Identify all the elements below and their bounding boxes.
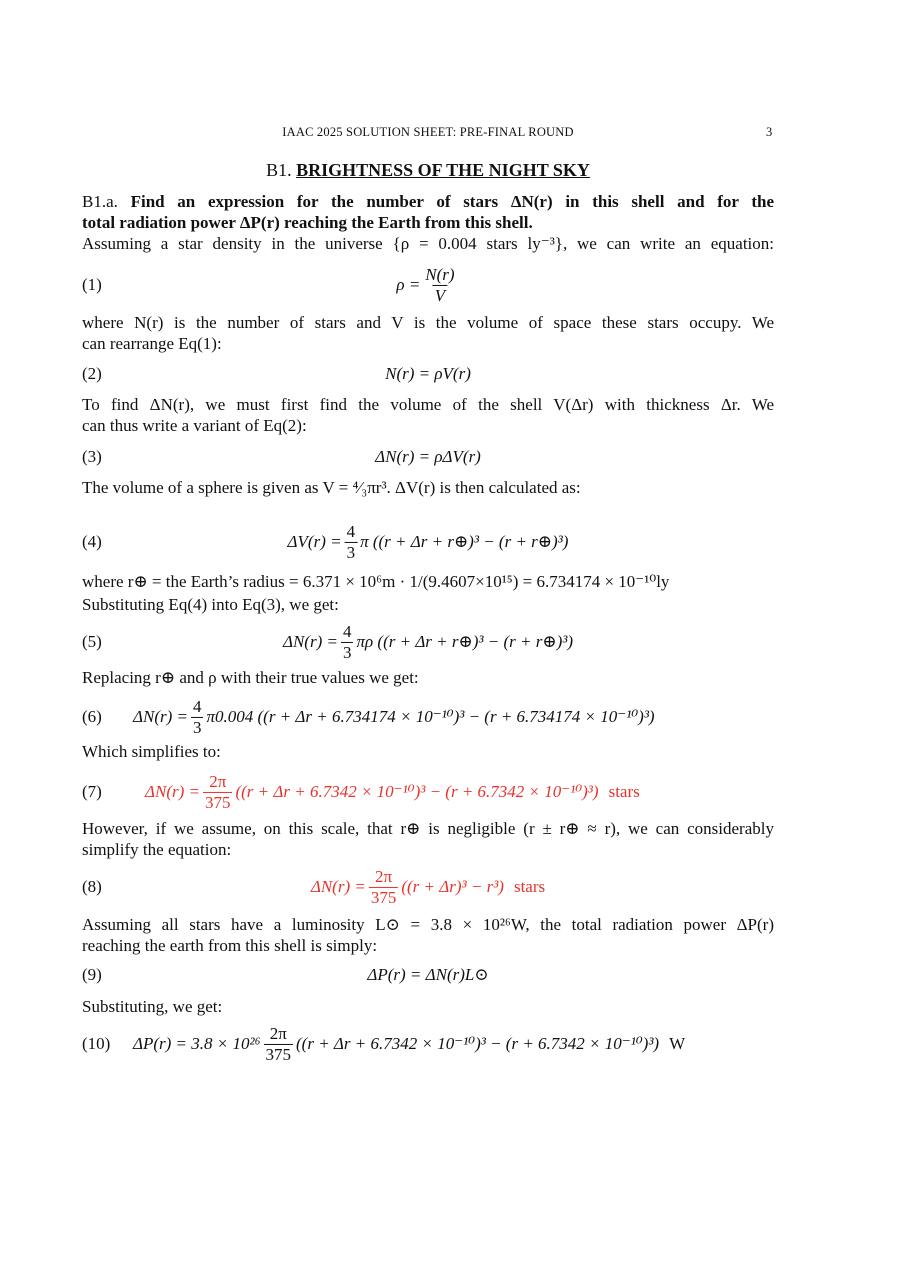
paragraph: To find ΔN(r), we must first find the volume of the shell V(Δr) with thickness Δr. We bbox=[82, 395, 774, 414]
equation-number: (2) bbox=[82, 364, 102, 383]
equation-number: (4) bbox=[82, 532, 102, 551]
equation-expression bbox=[133, 1024, 685, 1064]
equation-number: (3) bbox=[82, 447, 102, 466]
paragraph: reaching the earth from this shell is simply: bbox=[82, 936, 378, 955]
eq-lhs: ΔN(r) = bbox=[282, 632, 338, 651]
section-number: B1. bbox=[266, 160, 292, 180]
fraction bbox=[264, 1024, 294, 1064]
eq-rhs: πρ ((r + Δr + r⊕)³ − (r + r⊕)³) bbox=[356, 632, 574, 651]
paragraph: Assuming a star density in the universe {ρ = 0.004 stars ly⁻³}, we can write an equation: bbox=[82, 234, 774, 253]
numerator: 4 bbox=[346, 521, 356, 541]
equation-3 bbox=[82, 432, 774, 482]
running-header: IAAC 2025 SOLUTION SHEET: PRE-FINAL ROUND bbox=[282, 125, 574, 139]
eq-lhs: ΔN(r) = bbox=[133, 707, 188, 726]
eq-unit: W bbox=[669, 1034, 686, 1053]
equation-2 bbox=[82, 349, 774, 399]
paragraph: Substituting Eq(4) into Eq(3), we get: bbox=[82, 595, 339, 614]
denominator: 375 bbox=[204, 792, 231, 812]
page-number: 3 bbox=[766, 125, 773, 139]
equation-number: (10) bbox=[82, 1034, 111, 1053]
numerator: N(r) bbox=[425, 264, 455, 284]
equation-number: (5) bbox=[82, 632, 102, 651]
equation-8 bbox=[82, 862, 774, 912]
equation-number: (9) bbox=[82, 965, 102, 984]
fraction bbox=[345, 522, 358, 562]
fraction bbox=[423, 265, 456, 305]
equation-expression: ΔN(r) = ρΔV(r) bbox=[375, 447, 481, 466]
paragraph: Substituting, we get: bbox=[82, 997, 223, 1016]
equation-1 bbox=[82, 260, 774, 310]
denominator: V bbox=[434, 285, 446, 305]
paragraph: can thus write a variant of Eq(2): bbox=[82, 416, 307, 435]
paragraph: Replacing r⊕ and ρ with their true values we get: bbox=[82, 668, 419, 687]
numerator: 4 bbox=[342, 621, 352, 641]
fraction bbox=[369, 867, 399, 907]
paragraph: Assuming all stars have a luminosity L⊙ = 3.8 × 10²⁶W, the total radiation power ΔP(r) bbox=[82, 915, 774, 934]
paragraph: The volume of a sphere is given as V = ⁴⁄₃πr³. ΔV(r) is then calculated as: bbox=[82, 478, 581, 497]
equation-number: (8) bbox=[82, 877, 102, 896]
eq-rhs: ((r + Δr)³ − r³) bbox=[401, 877, 504, 896]
eq-rhs: π0.004 ((r + Δr + 6.734174 × 10⁻¹⁰)³ − (r + 6.734174 × 10⁻¹⁰)³) bbox=[206, 707, 655, 726]
numerator: 4 bbox=[192, 696, 202, 716]
eq-lhs: ΔP(r) = 3.8 × 10²⁶ bbox=[133, 1034, 261, 1053]
eq-lhs: ρ = bbox=[396, 275, 421, 294]
equation-expression: ΔP(r) = ΔN(r)L⊙ bbox=[367, 965, 489, 984]
numerator: 2π bbox=[209, 771, 227, 791]
denominator: 375 bbox=[265, 1044, 291, 1064]
paragraph: Which simplifies to: bbox=[82, 742, 221, 761]
paragraph: where N(r) is the number of stars and V is the volume of space these stars occupy. We bbox=[82, 313, 774, 332]
eq-rhs: ((r + Δr + 6.7342 × 10⁻¹⁰)³ − (r + 6.7342 × 10⁻¹⁰)³) bbox=[235, 782, 599, 801]
fraction bbox=[203, 772, 233, 812]
paragraph: simplify the equation: bbox=[82, 840, 232, 859]
equation-number: (7) bbox=[82, 782, 102, 801]
equation-7 bbox=[82, 767, 774, 817]
equation-5 bbox=[82, 617, 774, 667]
eq-unit: stars bbox=[608, 782, 640, 801]
equation-expression bbox=[283, 622, 573, 662]
eq-lhs: ΔN(r) = bbox=[310, 877, 366, 896]
fraction bbox=[191, 697, 204, 737]
fraction bbox=[341, 622, 354, 662]
denominator: 3 bbox=[192, 717, 202, 737]
equation-expression bbox=[288, 522, 569, 562]
question-label: B1.a. bbox=[82, 192, 118, 211]
denominator: 3 bbox=[342, 642, 352, 662]
question-text: Find an expression for the number of stars ΔN(r) in this shell and for the bbox=[130, 192, 774, 211]
equation-expression: N(r) = ρV(r) bbox=[385, 364, 471, 383]
equation-9 bbox=[82, 950, 774, 1000]
numerator: 2π bbox=[269, 1023, 287, 1043]
paragraph: can rearrange Eq(1): bbox=[82, 334, 222, 353]
equation-expression bbox=[396, 265, 459, 305]
question-line-1 bbox=[82, 191, 774, 212]
question-line-2 bbox=[82, 212, 774, 233]
eq-lhs: ΔN(r) = bbox=[145, 782, 200, 801]
eq-unit: stars bbox=[513, 877, 546, 896]
equation-number: (6) bbox=[82, 707, 102, 726]
equation-expression-highlighted bbox=[311, 867, 545, 907]
equation-expression-highlighted bbox=[145, 772, 640, 812]
numerator: 2π bbox=[375, 866, 393, 886]
eq-lhs: ΔV(r) = bbox=[287, 532, 342, 551]
eq-rhs: ((r + Δr + 6.7342 × 10⁻¹⁰)³ − (r + 6.7342 × 10⁻¹⁰)³) bbox=[296, 1034, 660, 1053]
equation-number: (1) bbox=[82, 275, 102, 294]
section-title bbox=[0, 160, 856, 181]
denominator: 3 bbox=[346, 542, 356, 562]
equation-10 bbox=[82, 1019, 774, 1069]
section-heading: BRIGHTNESS OF THE NIGHT SKY bbox=[296, 160, 590, 180]
paragraph: However, if we assume, on this scale, that r⊕ is negligible (r ± r⊕ ≈ r), we can considerably bbox=[82, 819, 774, 838]
eq-rhs: π ((r + Δr + r⊕)³ − (r + r⊕)³) bbox=[360, 532, 569, 551]
equation-4 bbox=[82, 517, 774, 567]
question-text-2: total radiation power ΔP(r) reaching the Earth from this shell. bbox=[82, 213, 533, 232]
equation-expression bbox=[133, 697, 655, 737]
equation-6 bbox=[82, 692, 774, 742]
denominator: 375 bbox=[370, 887, 397, 907]
paragraph: where r⊕ = the Earth’s radius = 6.371 × 10⁶m · 1/(9.4607×10¹⁵) = 6.734174 × 10⁻¹⁰ly bbox=[82, 572, 670, 591]
